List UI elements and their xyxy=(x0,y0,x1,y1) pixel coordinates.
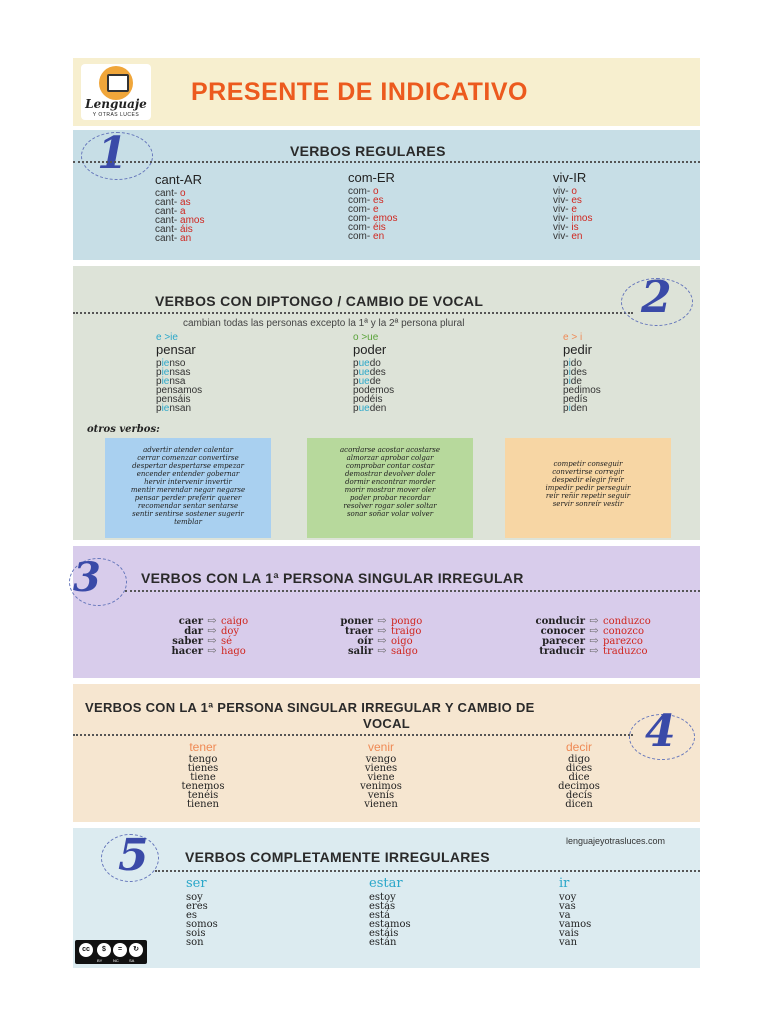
verb-ending: an xyxy=(180,233,192,244)
other-verbs-line: despedir elegir freír xyxy=(552,476,624,484)
arrow-right-icon: ⇨ xyxy=(589,624,599,637)
conjugation-column-er xyxy=(348,170,397,241)
other-verbs-line: comprobar contar costar xyxy=(345,462,435,470)
verb-form: vengo xyxy=(365,754,397,765)
verb-list-venir xyxy=(351,740,411,809)
verb-ending: e xyxy=(373,204,379,215)
form-vowel: ie xyxy=(161,403,170,414)
irregular-column-1 xyxy=(143,616,248,656)
vowel-change-label: e > i xyxy=(563,332,583,343)
other-verbs-line: reír reñir repetir seguir xyxy=(545,492,631,500)
other-verbs-line: convertirse corregir xyxy=(552,468,624,476)
irregular-pair xyxy=(143,626,248,636)
section-title: VERBOS CON LA 1ª PERSONA SINGULAR IRREGULAR xyxy=(141,570,524,586)
verb-ending: es xyxy=(571,195,582,206)
infinitive: oír xyxy=(357,636,373,647)
other-verbs-line: competir conseguir xyxy=(553,460,623,468)
verb-stem: com- xyxy=(348,195,371,206)
verb-stem: viv- xyxy=(553,204,569,215)
verb-stem: viv- xyxy=(553,222,569,233)
verb-form: viene xyxy=(367,772,395,783)
verb-form: va xyxy=(559,910,571,921)
arrow-right-icon: ⇨ xyxy=(589,644,599,657)
verb-stem: viv- xyxy=(553,186,569,197)
verb-ending: is xyxy=(571,222,579,233)
page-title: PRESENTE DE INDICATIVO xyxy=(191,78,528,106)
verb-list-ser xyxy=(186,876,218,947)
other-verbs-box-o-ue xyxy=(307,438,473,538)
other-verbs-line: morir mostrar mover oler xyxy=(344,486,436,494)
other-verbs-line: cerrar comenzar convertirse xyxy=(137,454,239,462)
other-verbs-line: resolver rogar soler soltar xyxy=(343,502,437,510)
conjugation-row xyxy=(353,404,394,413)
first-person-form: caigo xyxy=(221,616,249,627)
attribution-icon: $ xyxy=(97,943,111,957)
arrow-right-icon: ⇨ xyxy=(589,634,599,647)
column-heading: com-ER xyxy=(348,170,395,185)
verb-form: venís xyxy=(367,790,395,801)
verb-form: dices xyxy=(565,763,593,774)
license-label-by: BY xyxy=(97,958,103,963)
irregular-pair xyxy=(143,646,248,656)
section-fully-irregular xyxy=(73,828,700,968)
infinitive-heading: ser xyxy=(186,876,207,891)
section-first-person-irregular xyxy=(73,546,700,678)
other-verbs-line: demostrar devolver doler xyxy=(344,470,436,478)
verb-stem: com- xyxy=(348,231,371,242)
form-prefix: p xyxy=(563,403,569,414)
verb-stem: com- xyxy=(348,186,371,197)
verb-form: tenéis xyxy=(187,790,219,801)
infinitive: conducir xyxy=(535,616,585,627)
section-title-line2: VOCAL xyxy=(363,716,410,731)
other-verbs-line: acordarse acostar acostarse xyxy=(339,446,441,454)
infinitive-heading: decir xyxy=(565,740,592,754)
irregular-column-3 xyxy=(505,616,651,656)
infinitive-heading: tener xyxy=(189,740,217,754)
verb-form: dicen xyxy=(565,799,593,810)
first-person-form: parezco xyxy=(603,636,643,647)
dotted-divider xyxy=(73,161,700,163)
book-icon xyxy=(107,74,129,92)
verb-ending: o xyxy=(373,186,379,197)
other-verbs-line: hervir intervenir invertir xyxy=(144,478,232,486)
verb-form: es xyxy=(186,910,198,921)
arrow-right-icon: ⇨ xyxy=(589,614,599,627)
arrow-right-icon: ⇨ xyxy=(207,634,217,647)
form-rest: nsas xyxy=(169,367,191,378)
conjugation-row xyxy=(155,234,204,243)
form-rest: des xyxy=(570,367,587,378)
form-prefix: p xyxy=(563,358,569,369)
diphthong-column-poder xyxy=(353,333,394,413)
other-verbs-label: otros verbos: xyxy=(87,424,160,435)
infinitive: pensar xyxy=(156,342,196,357)
conjugation-row xyxy=(553,232,592,241)
form-prefix: p xyxy=(353,367,359,378)
arrow-right-icon: ⇨ xyxy=(377,624,387,637)
verb-form: estoy xyxy=(369,892,396,903)
conjugation-column-ir xyxy=(553,170,592,241)
verb-form: estáis xyxy=(369,928,399,939)
infinitive: dar xyxy=(184,626,203,637)
infinitive: pedir xyxy=(563,342,592,357)
verb-list-ir xyxy=(559,876,591,947)
verb-form: eres xyxy=(186,901,208,912)
verb-form: dice xyxy=(568,772,590,783)
verb-stem: viv- xyxy=(553,231,569,242)
irregular-pair xyxy=(321,616,422,626)
verb-form: decís xyxy=(565,790,593,801)
verb-ending: as xyxy=(180,197,191,208)
form-vowel: ue xyxy=(358,367,370,378)
first-person-form: salgo xyxy=(391,646,418,657)
infinitive: traducir xyxy=(539,646,585,657)
license-label-sa: SA xyxy=(129,958,135,963)
form-rest: nso xyxy=(169,358,186,369)
infinitive: saber xyxy=(172,636,203,647)
form-vowel: ue xyxy=(358,358,370,369)
verb-list-decir xyxy=(547,740,611,809)
section-title: VERBOS CON DIPTONGO / CAMBIO DE VOCAL xyxy=(155,293,484,309)
other-verbs-line: temblar xyxy=(174,518,202,526)
conjugation-row xyxy=(156,404,202,413)
first-person-form: doy xyxy=(221,626,240,637)
form-vowel: ie xyxy=(161,367,170,378)
verb-ending: emos xyxy=(373,213,398,224)
diphthong-column-pensar xyxy=(156,333,202,413)
verb-ending: en xyxy=(571,231,583,242)
verb-form: estás xyxy=(369,901,396,912)
dotted-divider xyxy=(125,590,700,592)
other-verbs-box-e-ie xyxy=(105,438,271,538)
section-regular-verbs xyxy=(73,130,700,260)
verb-stem: com- xyxy=(348,213,371,224)
verb-form: digo xyxy=(567,754,591,765)
verb-stem: cant- xyxy=(155,197,178,208)
dotted-divider xyxy=(73,312,633,314)
verb-form: están xyxy=(369,937,397,948)
verb-form: está xyxy=(369,910,391,921)
form-prefix: p xyxy=(353,376,359,387)
form-prefix: p xyxy=(156,403,162,414)
form-prefix: p xyxy=(156,358,162,369)
form-rest: den xyxy=(570,403,588,414)
arrow-right-icon: ⇨ xyxy=(207,614,217,627)
form-vowel: i xyxy=(568,403,571,414)
other-verbs-line: poder probar recordar xyxy=(349,494,431,502)
other-verbs-line: sonar soñar volar volver xyxy=(346,510,434,518)
first-person-form: traduzco xyxy=(603,646,648,657)
verb-stem: com- xyxy=(348,222,371,233)
website-url: lenguajeyotrasluces.com xyxy=(566,836,666,846)
infinitive: hacer xyxy=(171,646,203,657)
irregular-pair xyxy=(505,636,651,646)
verb-form: tienen xyxy=(187,799,219,810)
form-vowel: ue xyxy=(358,376,370,387)
infinitive: poner xyxy=(340,616,373,627)
other-verbs-line: pensar perder preferir querer xyxy=(134,494,242,502)
form-rest: pedís xyxy=(563,394,588,405)
verb-form: somos xyxy=(186,919,218,930)
verb-form: vas xyxy=(559,901,576,912)
verb-list-estar xyxy=(369,876,411,947)
verb-ending: amos xyxy=(180,215,205,226)
vowel-change-label: o >ue xyxy=(353,332,379,343)
form-rest: de xyxy=(369,376,381,387)
verb-form: venimos xyxy=(360,781,402,792)
verb-form: soy xyxy=(186,892,203,903)
section-title-line1: VERBOS CON LA 1ª PERSONA SINGULAR IRREGULAR Y CAMBIO DE xyxy=(85,700,535,715)
other-verbs-box-e-i xyxy=(505,438,671,538)
other-verbs-line: servir sonreír vestir xyxy=(552,500,624,508)
form-vowel: ue xyxy=(358,403,370,414)
other-verbs-line: sentir sentirse sostener sugerir xyxy=(132,510,244,518)
form-vowel: i xyxy=(568,358,571,369)
arrow-right-icon: ⇨ xyxy=(377,634,387,647)
logo xyxy=(81,64,151,120)
other-verbs-line: advertir atender calentar xyxy=(143,446,233,454)
other-verbs-line: recomendar sentar sentarse xyxy=(137,502,239,510)
irregular-pair xyxy=(321,636,422,646)
other-verbs-line: dormir encontrar morder xyxy=(345,478,435,486)
other-verbs-line: mentir merendar negar negarse xyxy=(130,486,246,494)
form-rest: den xyxy=(369,403,387,414)
verb-form: voy xyxy=(559,892,577,903)
section-subtitle: cambian todas las personas excepto la 1ª y la 2ª persona plural xyxy=(183,318,465,329)
verb-form: van xyxy=(559,937,578,948)
other-verbs-line: despertar despertarse empezar xyxy=(132,462,244,470)
form-rest: podéis xyxy=(353,394,383,405)
irregular-column-2 xyxy=(321,616,422,656)
verb-form: decimos xyxy=(558,781,600,792)
infinitive: caer xyxy=(178,616,203,627)
irregular-pair xyxy=(505,646,651,656)
section-number: 4 xyxy=(645,706,676,757)
section-number: 2 xyxy=(641,272,672,323)
verb-form: tienes xyxy=(187,763,219,774)
verb-ending: o xyxy=(180,188,186,199)
verb-ending: áis xyxy=(180,224,193,235)
verb-ending: e xyxy=(571,204,577,215)
first-person-form: traigo xyxy=(391,626,422,637)
verb-form: tengo xyxy=(188,754,218,765)
irregular-pair xyxy=(143,636,248,646)
form-vowel: ie xyxy=(161,376,170,387)
form-rest: des xyxy=(369,367,386,378)
form-prefix: p xyxy=(563,376,569,387)
form-rest: do xyxy=(369,358,381,369)
first-person-form: conozco xyxy=(603,626,644,637)
first-person-form: sé xyxy=(221,636,233,647)
vowel-change-label: e >ie xyxy=(156,332,178,343)
cc-icon: cc xyxy=(79,943,93,957)
column-heading: viv-IR xyxy=(553,170,587,185)
section-diphthong-verbs xyxy=(73,266,700,540)
verb-form: vienen xyxy=(364,799,398,810)
verb-stem: cant- xyxy=(155,188,178,199)
arrow-right-icon: ⇨ xyxy=(377,644,387,657)
header xyxy=(73,58,700,126)
sharealike-icon: ↻ xyxy=(129,943,143,957)
form-rest: do xyxy=(570,358,582,369)
form-rest: de xyxy=(570,376,582,387)
form-prefix: p xyxy=(353,403,359,414)
infinitive: poder xyxy=(353,342,387,357)
verb-stem: com- xyxy=(348,204,371,215)
form-rest: nsan xyxy=(169,403,192,414)
infinitive: traer xyxy=(345,626,373,637)
arrow-right-icon: ⇨ xyxy=(207,624,217,637)
diphthong-column-pedir xyxy=(563,333,601,413)
dotted-divider xyxy=(155,870,700,872)
form-rest: podemos xyxy=(353,385,395,396)
first-person-form: conduzco xyxy=(603,616,651,627)
conjugation-column-ar xyxy=(155,172,204,243)
first-person-form: hago xyxy=(221,646,246,657)
verb-ending: o xyxy=(571,186,577,197)
section-number: 5 xyxy=(118,830,149,881)
irregular-pair xyxy=(143,616,248,626)
verb-stem: cant- xyxy=(155,224,178,235)
section-title: VERBOS REGULARES xyxy=(290,143,446,159)
conjugation-row xyxy=(348,232,397,241)
verb-form: tiene xyxy=(190,772,216,783)
section-irregular-vowel-change xyxy=(73,684,700,822)
verb-stem: cant- xyxy=(155,233,178,244)
form-vowel: i xyxy=(568,367,571,378)
infinitive: conocer xyxy=(540,626,585,637)
form-vowel: i xyxy=(568,376,571,387)
form-prefix: p xyxy=(563,367,569,378)
arrow-right-icon: ⇨ xyxy=(377,614,387,627)
other-verbs-line: encender entender gobernar xyxy=(136,470,240,478)
verb-stem: viv- xyxy=(553,213,569,224)
first-person-form: pongo xyxy=(391,616,423,627)
dotted-divider xyxy=(73,734,633,736)
noncommercial-icon: = xyxy=(113,943,127,957)
form-rest: nsa xyxy=(169,376,186,387)
other-verbs-line: impedir pedir perseguir xyxy=(545,484,631,492)
creative-commons-badge xyxy=(75,940,147,964)
irregular-pair xyxy=(321,626,422,636)
section-title: VERBOS COMPLETAMENTE IRREGULARES xyxy=(185,849,490,865)
verb-form: tenemos xyxy=(181,781,225,792)
section-number: 3 xyxy=(73,554,101,601)
verb-ending: éis xyxy=(373,222,386,233)
logo-subtitle: Y OTRAS LUCES xyxy=(92,112,140,118)
column-heading: cant-AR xyxy=(155,172,202,187)
other-verbs-line: almorzar aprobar colgar xyxy=(346,454,434,462)
infinitive-heading: venir xyxy=(367,740,394,754)
verb-ending: a xyxy=(180,206,186,217)
arrow-right-icon: ⇨ xyxy=(207,644,217,657)
form-rest: pensamos xyxy=(156,385,203,396)
license-label-nc: NC xyxy=(113,958,119,963)
irregular-pair xyxy=(505,616,651,626)
verb-form: vienes xyxy=(364,763,398,774)
infinitive: salir xyxy=(348,646,373,657)
verb-ending: en xyxy=(373,231,385,242)
infinitive-heading: estar xyxy=(369,876,403,891)
irregular-pair xyxy=(321,646,422,656)
verb-form: son xyxy=(186,937,204,948)
verb-stem: cant- xyxy=(155,215,178,226)
infinitive-heading: ir xyxy=(559,876,570,891)
verb-form: sois xyxy=(186,928,206,939)
infographic-sheet xyxy=(73,58,700,968)
verb-ending: imos xyxy=(571,213,593,224)
form-prefix: p xyxy=(156,376,162,387)
verb-form: vamos xyxy=(559,919,592,930)
irregular-pair xyxy=(505,626,651,636)
verb-ending: es xyxy=(373,195,384,206)
verb-list-tener xyxy=(171,740,235,809)
first-person-form: oigo xyxy=(391,636,413,647)
verb-stem: viv- xyxy=(553,195,569,206)
verb-stem: cant- xyxy=(155,206,178,217)
form-vowel: ie xyxy=(161,358,170,369)
form-prefix: p xyxy=(353,358,359,369)
form-rest: pedimos xyxy=(563,385,601,396)
verb-form: vais xyxy=(559,928,579,939)
section-number: 1 xyxy=(97,128,128,179)
infinitive: parecer xyxy=(542,636,585,647)
form-prefix: p xyxy=(156,367,162,378)
verb-form: estamos xyxy=(369,919,411,930)
form-rest: pensáis xyxy=(156,394,191,405)
logo-name: Lenguaje xyxy=(85,97,147,111)
conjugation-row xyxy=(563,404,601,413)
